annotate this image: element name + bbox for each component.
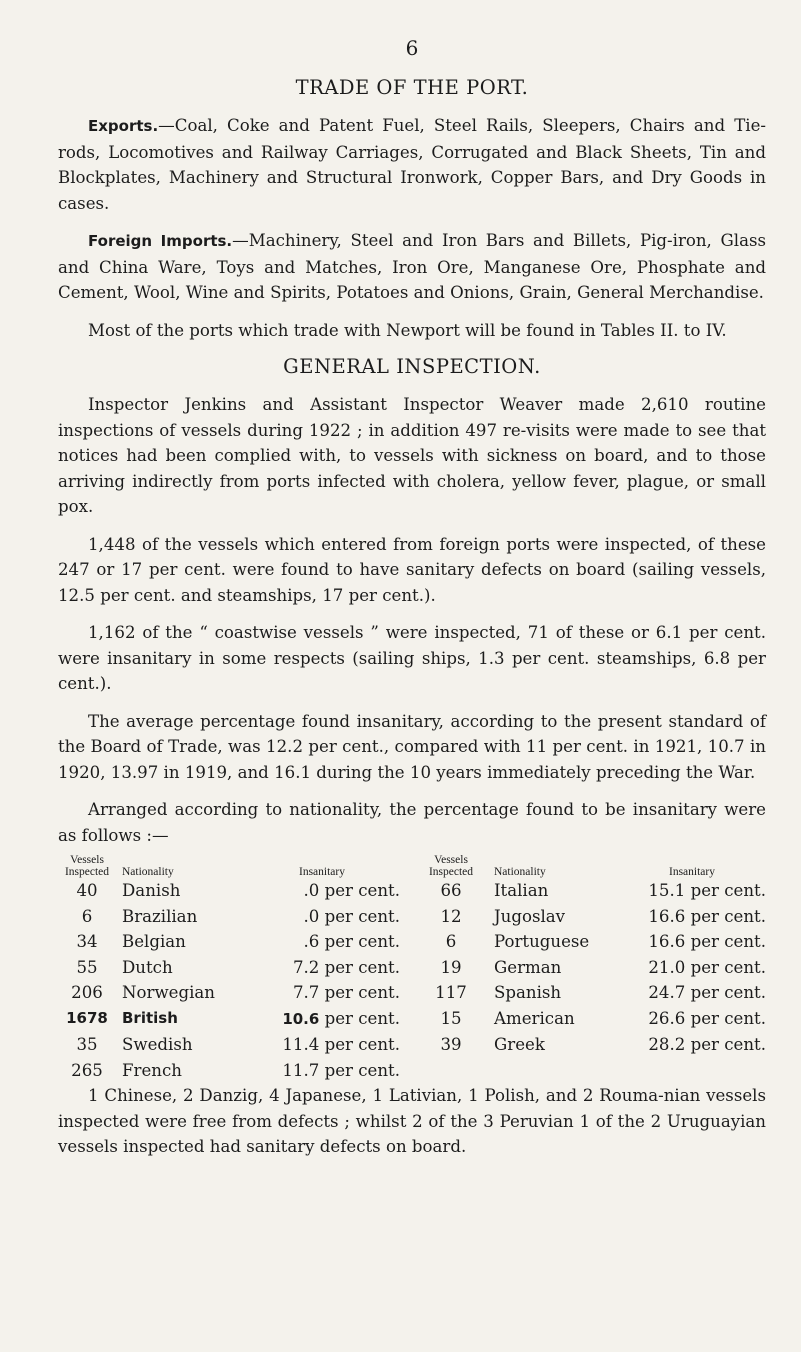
paragraph-1: Inspector Jenkins and Assistant Inspector Weaver made 2,610 routine inspections of vessels during 1922 ; in addition 497 re-visits were made to see that notices had been complied with, to vessels with sickness on board, and to those arriving indirectly from ports infected with cholera, yellow fever, plague, or small pox. bbox=[58, 395, 766, 516]
insanitary-value: 10.6 bbox=[282, 1009, 320, 1028]
exports-paragraph bbox=[58, 113, 766, 216]
insanitary-cell bbox=[244, 1006, 414, 1033]
nationality-cell: German bbox=[494, 957, 562, 977]
insanitary-cell: 7.2 per cent. bbox=[292, 957, 400, 977]
nationality-cell: Belgian bbox=[122, 932, 186, 951]
vessels-cell: 1678 bbox=[66, 1009, 108, 1027]
ports-paragraph: Most of the ports which trade with Newport will be found in Tables II. to IV. bbox=[88, 320, 727, 340]
vessels-cell bbox=[414, 1058, 488, 1084]
nationality-cell: Norwegian bbox=[122, 983, 215, 1002]
paragraph-4: The average percentage found insanitary, according to the present standard of the Board of Trade, was 12.2 per cent., compared with 11 per cent. in 1921, 10.7 in 1920, 13.97 in 1919, and 16.1 during the 10 years immediately preceding the War. bbox=[58, 711, 766, 782]
insanitary-cell: .0 per cent. bbox=[303, 906, 400, 926]
page-number: 6 bbox=[405, 36, 419, 60]
nationality-cell: Jugoslav bbox=[494, 906, 566, 926]
nationality-cell: American bbox=[494, 1009, 575, 1028]
vessels-cell: 265 bbox=[71, 1060, 103, 1080]
header-nationality-right: Nationality bbox=[494, 866, 546, 878]
table-row bbox=[58, 1032, 766, 1058]
vessels-cell: 66 bbox=[440, 881, 462, 900]
vessels-cell: 117 bbox=[435, 983, 467, 1002]
table-row bbox=[58, 1058, 766, 1084]
page bbox=[58, 36, 766, 1160]
insanitary-cell: 24.7 per cent. bbox=[648, 983, 766, 1002]
table-row bbox=[58, 904, 766, 930]
exports-lead: Exports. bbox=[88, 117, 159, 135]
nationality-cell: Italian bbox=[494, 881, 549, 900]
footer-paragraph: 1 Chinese, 2 Danzig, 4 Japanese, 1 Lativian, 1 Polish, and 2 Rouma-nian vessels inspected were free from defects ; whilst 2 of the 3 Peruvian 1 of the 2 Uruguayian vessels inspected had sanitary defects on board. bbox=[58, 1086, 766, 1156]
vessels-cell: 12 bbox=[440, 906, 462, 926]
paragraph-3: 1,162 of the “ coastwise vessels ” were inspected, 71 of these or 6.1 per cent. were insanitary in some respects (sailing ships, 1.3 per cent. steamships, 6.8 per cent.). bbox=[58, 623, 766, 693]
table-header bbox=[58, 854, 766, 878]
header-insanitary-left: Insanitary bbox=[299, 866, 345, 878]
imports-lead: Foreign Imports. bbox=[88, 232, 233, 250]
insanitary-cell: 16.6 per cent. bbox=[648, 932, 766, 951]
insanitary-table bbox=[58, 854, 766, 1083]
imports-paragraph bbox=[58, 228, 766, 306]
insanitary-cell: 26.6 per cent. bbox=[648, 1009, 766, 1028]
nationality-cell: French bbox=[122, 1060, 182, 1080]
trade-heading: TRADE OF THE PORT. bbox=[295, 76, 529, 99]
vessels-cell: 206 bbox=[71, 983, 103, 1002]
vessels-cell: 15 bbox=[440, 1009, 462, 1028]
header-vessels-inspected-right: Vessels Inspected bbox=[428, 854, 474, 878]
header-nationality-left: Nationality bbox=[122, 866, 174, 878]
header-vessels-inspected-left: Vessels Inspected bbox=[64, 854, 110, 878]
nationality-cell: Brazilian bbox=[122, 906, 198, 926]
table-row bbox=[58, 878, 766, 904]
vessels-cell: 39 bbox=[440, 1035, 462, 1054]
vessels-cell: 19 bbox=[440, 957, 462, 977]
insanitary-cell bbox=[618, 1058, 766, 1084]
insanitary-unit: per cent. bbox=[319, 1008, 400, 1028]
inspection-heading: GENERAL INSPECTION. bbox=[283, 355, 541, 378]
nationality-cell: Greek bbox=[494, 1035, 545, 1054]
paragraph-5: Arranged according to nationality, the percentage found to be insanitary were as follows :— bbox=[58, 800, 766, 845]
vessels-cell: 40 bbox=[76, 881, 98, 900]
insanitary-cell: 28.2 per cent. bbox=[648, 1035, 766, 1054]
vessels-cell: 6 bbox=[445, 932, 457, 951]
vessels-cell: 34 bbox=[76, 932, 98, 951]
table-row bbox=[58, 980, 766, 1006]
nationality-cell: Dutch bbox=[122, 957, 173, 977]
insanitary-cell: 15.1 per cent. bbox=[648, 881, 766, 900]
insanitary-cell: 11.7 per cent. bbox=[282, 1060, 400, 1080]
vessels-cell: 35 bbox=[76, 1035, 98, 1054]
insanitary-cell: .6 per cent. bbox=[303, 932, 400, 951]
vessels-cell: 55 bbox=[76, 957, 98, 977]
exports-text: —Coal, Coke and Patent Fuel, Steel Rails, Sleepers, Chairs and Tie-rods, Locomotives and Railway Carriages, Corrugated and Black Sheets, Tin and Blockplates, Machinery and Structural Ironwork, Copper Bars, and Dry Goods in cases. bbox=[58, 116, 766, 213]
nationality-cell: Portuguese bbox=[494, 932, 590, 951]
insanitary-cell: 11.4 per cent. bbox=[282, 1035, 400, 1054]
paragraph-2: 1,448 of the vessels which entered from foreign ports were inspected, of these 247 or 17 per cent. were found to have sanitary defects on board (sailing vessels, 12.5 per cent. and steamships, 17 per cent.). bbox=[58, 534, 766, 605]
nationality-cell: British bbox=[122, 1009, 178, 1027]
nationality-cell bbox=[488, 1058, 618, 1084]
header-insanitary-right: Insanitary bbox=[669, 866, 715, 878]
table-row bbox=[58, 929, 766, 955]
nationality-cell: Swedish bbox=[122, 1035, 193, 1054]
table-row-british bbox=[58, 1006, 766, 1033]
vessels-cell: 6 bbox=[81, 906, 93, 926]
insanitary-cell: 16.6 per cent. bbox=[648, 906, 766, 926]
imports-text: —Machinery, Steel and Iron Bars and Billets, Pig-iron, Glass and China Ware, Toys and Matches, Iron Ore, Manganese Ore, Phosphate and Cement, Wool, Wine and Spirits, Potatoes and Onions, Grain, General Merchandise. bbox=[58, 231, 766, 302]
table-row bbox=[58, 955, 766, 981]
insanitary-cell: 21.0 per cent. bbox=[648, 957, 766, 977]
nationality-cell: Spanish bbox=[494, 983, 562, 1002]
insanitary-cell: 7.7 per cent. bbox=[292, 983, 400, 1002]
nationality-cell: Danish bbox=[122, 881, 181, 900]
insanitary-cell: .0 per cent. bbox=[303, 881, 400, 900]
